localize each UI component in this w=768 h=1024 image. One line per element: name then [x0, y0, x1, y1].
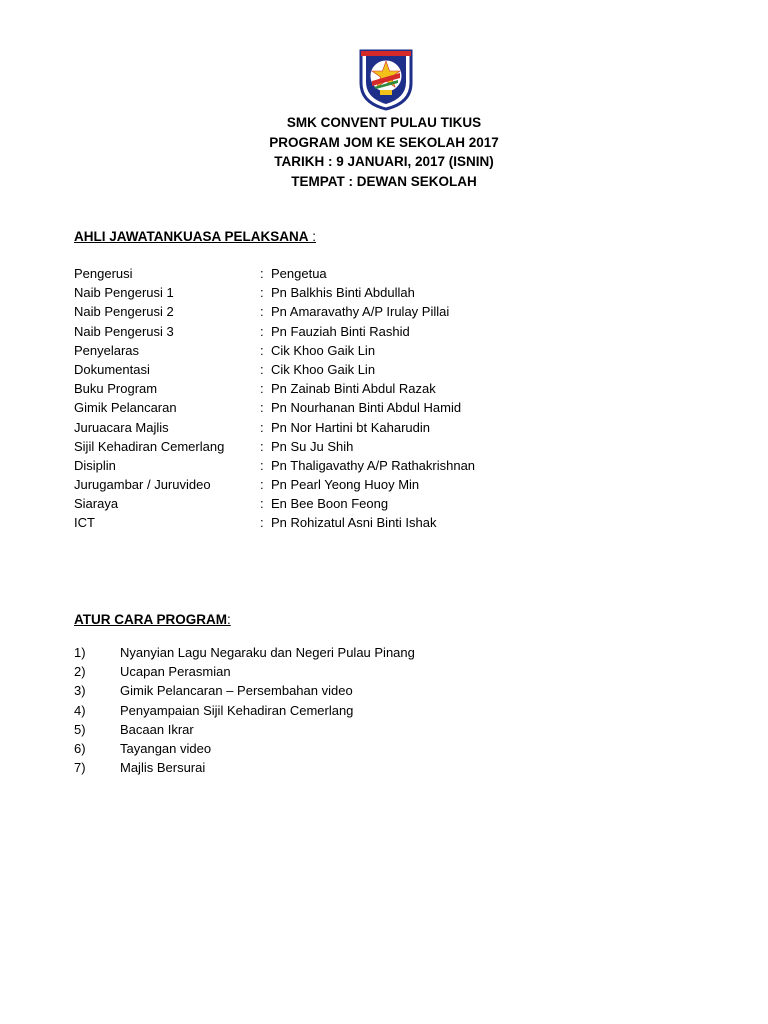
committee-role: Naib Pengerusi 3 — [74, 323, 174, 339]
list-item — [74, 701, 694, 720]
list-item-number: 1) — [74, 645, 86, 660]
committee-member: Pn Su Ju Shih — [271, 438, 354, 454]
committee-row — [74, 341, 694, 360]
committee-member: En Bee Boon Feong — [271, 496, 389, 512]
committee-title-text: AHLI JAWATANKUASA PELAKSANA — [74, 229, 309, 244]
program-section-title-colon: : — [227, 612, 231, 627]
program-date: TARIKH : 9 JANUARI, 2017 (ISNIN) — [274, 154, 494, 169]
committee-colon: : — [260, 266, 264, 281]
program-title: PROGRAM JOM KE SEKOLAH 2017 — [269, 134, 499, 150]
committee-colon: : — [260, 477, 264, 493]
list-item — [74, 643, 694, 662]
committee-row — [74, 475, 694, 494]
program-venue: TEMPAT : DEWAN SEKOLAH — [291, 173, 477, 189]
program-section-title — [74, 612, 231, 627]
list-item-text: Nyanyian Lagu Negaraku dan Negeri Pulau Pinang — [120, 645, 415, 660]
committee-row — [74, 456, 694, 475]
program-list — [74, 643, 694, 777]
committee-role: Gimik Pelancaran — [74, 400, 177, 416]
committee-member: Cik Khoo Gaik Lin — [271, 361, 376, 377]
list-item-text: Tayangan video — [120, 740, 212, 756]
committee-colon: : — [260, 457, 264, 473]
program-section-title-text: ATUR CARA PROGRAM — [74, 612, 227, 627]
committee-role: ICT — [74, 515, 95, 531]
committee-row — [74, 418, 694, 437]
committee-colon: : — [260, 400, 264, 416]
list-item-text: Ucapan Perasmian — [120, 664, 231, 680]
list-item — [74, 720, 694, 739]
committee-role: Dokumentasi — [74, 361, 150, 377]
committee-member: Pn Zainab Binti Abdul Razak — [271, 381, 436, 397]
committee-member: Pn Rohizatul Asni Binti Ishak — [271, 515, 437, 531]
list-item — [74, 758, 694, 777]
committee-member: Pn Nourhanan Binti Abdul Hamid — [271, 400, 462, 416]
committee-row — [74, 322, 694, 341]
list-item-number: 6) — [74, 740, 86, 756]
committee-row — [74, 302, 694, 321]
committee-colon: : — [260, 419, 264, 435]
committee-member: Pn Amaravathy A/P Irulay Pillai — [271, 304, 450, 320]
committee-colon: : — [260, 285, 264, 301]
committee-role: Juruacara Majlis — [74, 419, 169, 435]
committee-role: Naib Pengerusi 2 — [74, 304, 174, 320]
committee-role: Jurugambar / Juruvideo — [74, 477, 211, 493]
committee-role: Siaraya — [74, 496, 119, 512]
school-name: SMK CONVENT PULAU TIKUS — [286, 115, 482, 130]
document-header — [0, 113, 768, 191]
list-item-text: Penyampaian Sijil Kehadiran Cemerlang — [120, 702, 354, 718]
list-item-number: 3) — [74, 683, 86, 699]
committee-role: Sijil Kehadiran Cemerlang — [74, 438, 225, 454]
committee-row — [74, 379, 694, 398]
committee-row — [74, 264, 694, 283]
list-item — [74, 681, 694, 700]
committee-member: Pn Thaligavathy A/P Rathakrishnan — [271, 457, 476, 473]
committee-role: Buku Program — [74, 381, 158, 397]
committee-member: Cik Khoo Gaik Lin — [271, 342, 376, 358]
committee-colon: : — [260, 342, 264, 358]
list-item-number: 7) — [74, 760, 86, 776]
committee-row — [74, 360, 694, 379]
list-item-text: Majlis Bersurai — [120, 760, 206, 776]
committee-member: Pn Nor Hartini bt Kaharudin — [271, 419, 430, 435]
list-item-number: 5) — [74, 721, 86, 737]
list-item-text: Gimik Pelancaran – Persembahan video — [120, 683, 353, 699]
list-item-text: Bacaan Ikrar — [120, 721, 194, 737]
committee-colon: : — [260, 496, 264, 512]
committee-row — [74, 398, 694, 417]
list-item — [74, 739, 694, 758]
committee-title — [74, 229, 316, 244]
committee-row — [74, 494, 694, 513]
list-item-number: 4) — [74, 702, 86, 718]
committee-member: Pn Balkhis Binti Abdullah — [271, 285, 415, 301]
committee-colon: : — [260, 515, 264, 531]
committee-role: Disiplin — [74, 457, 116, 473]
committee-role: Naib Pengerusi 1 — [74, 285, 174, 301]
committee-list — [74, 264, 694, 533]
committee-colon: : — [260, 381, 264, 397]
committee-member: Pn Fauziah Binti Rashid — [271, 323, 410, 339]
list-item — [74, 662, 694, 681]
committee-row — [74, 437, 694, 456]
committee-member: Pengetua — [271, 266, 327, 281]
school-crest-icon — [357, 45, 415, 111]
committee-member: Pn Pearl Yeong Huoy Min — [271, 477, 420, 493]
committee-role: Penyelaras — [74, 342, 140, 358]
list-item-number: 2) — [74, 664, 86, 680]
committee-colon: : — [260, 304, 264, 320]
committee-colon: : — [260, 438, 264, 454]
committee-title-colon: : — [308, 229, 317, 244]
committee-role: Pengerusi — [74, 266, 133, 281]
committee-colon: : — [260, 361, 264, 377]
committee-colon: : — [260, 323, 264, 339]
committee-row — [74, 283, 694, 302]
committee-row — [74, 513, 694, 532]
